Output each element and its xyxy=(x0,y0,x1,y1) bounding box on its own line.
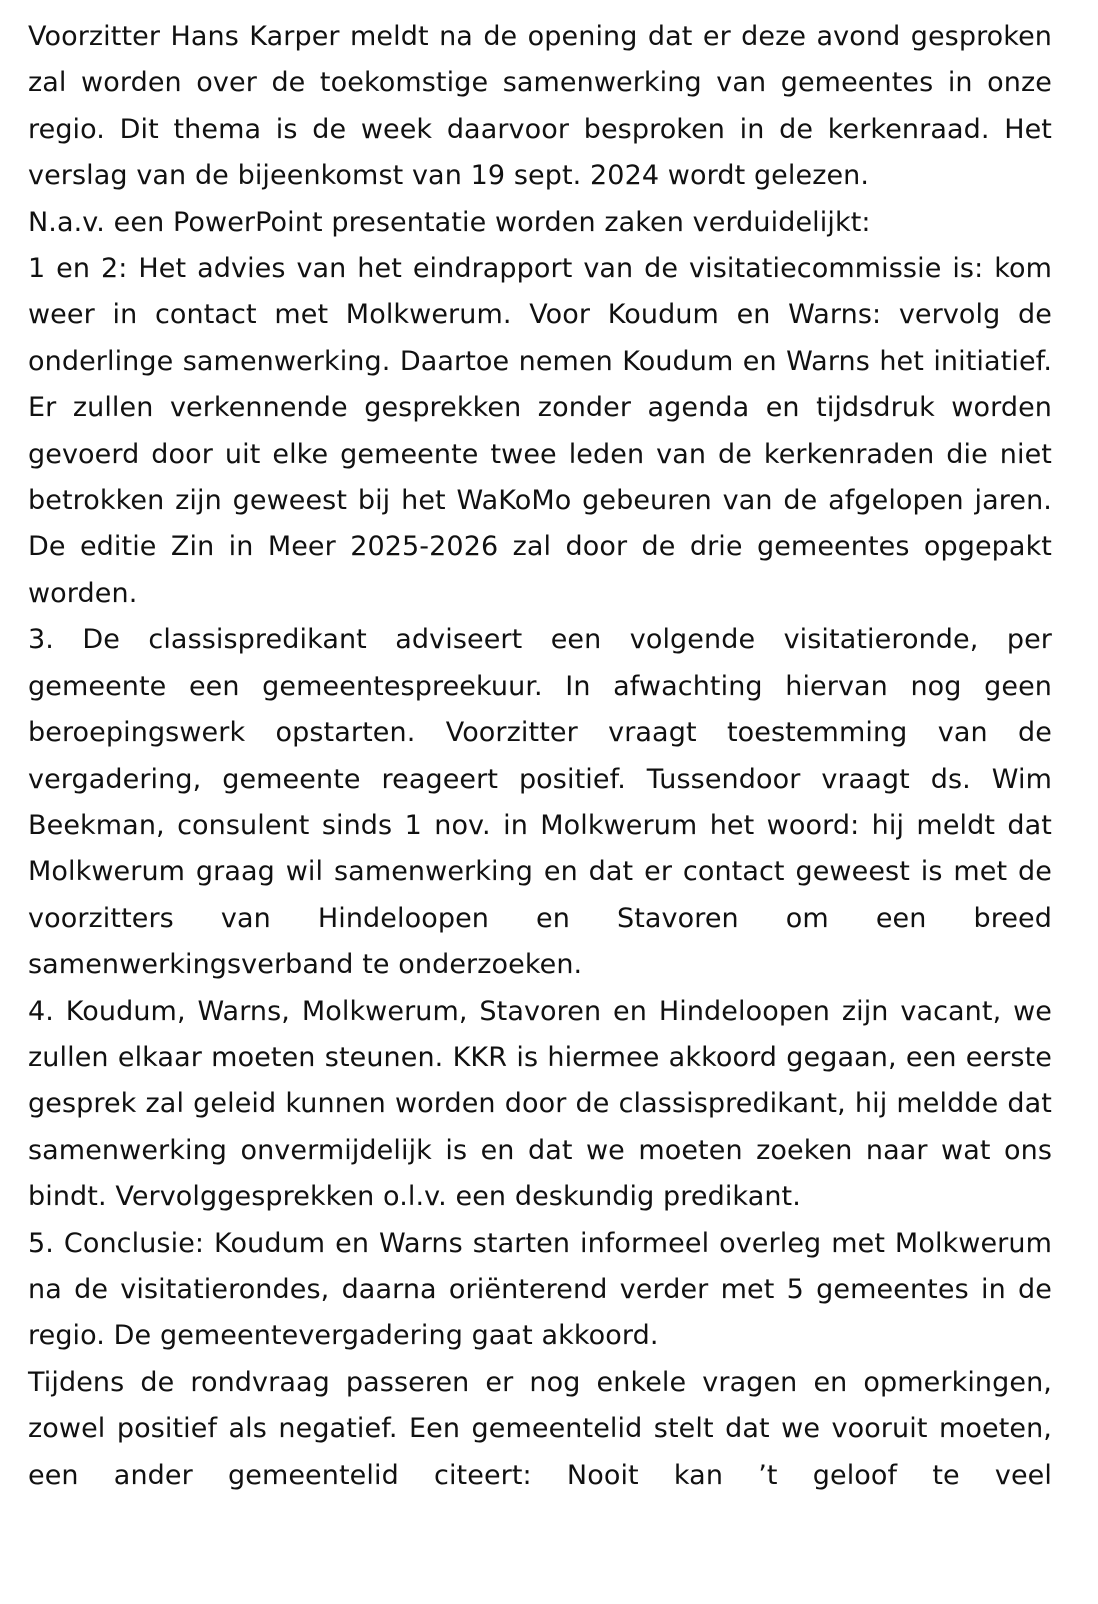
paragraph-powerpoint: N.a.v. een PowerPoint presentatie worden zaken verduidelijkt: xyxy=(28,206,871,238)
paragraph-rondvraag: Tijdens de rondvraag passeren er nog enkele vragen en opmerkingen, zowel positief als negatief. Een gemeentelid stelt dat we vooruit moeten, een ander gemeentelid citeert: Nooit kan ’t geloof te veel xyxy=(28,1366,1052,1491)
paragraph-point-5: 5. Conclusie: Koudum en Warns starten informeel overleg met Molkwerum na de visitatierondes, daarna oriënterend verder met 5 gemeentes in de regio. De gemeentevergadering gaat akkoord. xyxy=(28,1227,1052,1352)
document-page xyxy=(28,14,1052,1499)
paragraph-opening: Voorzitter Hans Karper meldt na de opening dat er deze avond gesproken zal worden over de toekomstige samenwerking van gemeentes in onze regio. Dit thema is de week daarvoor besproken in de kerkenraad. Het verslag van de bijeenkomst van 19 sept. 2024 wordt gelezen. xyxy=(28,21,1052,192)
paragraph-point-1-2: 1 en 2: Het advies van het eindrapport van de visitatiecommissie is: kom weer in contact met Molkwerum. Voor Koudum en Warns: vervolg de onderlinge samenwerking. Daartoe nemen Koudum en Warns het initiatief. Er zullen verkennende gesprekken zonder agenda en tijdsdruk worden gevoerd door uit elke gemeente twee leden van de kerkenraden die niet betrokken zijn geweest bij het WaKoMo gebeuren van de afgelopen jaren. De editie Zin in Meer 2025-2026 zal door de drie gemeentes opgepakt worden. xyxy=(28,253,1052,609)
paragraph-point-4: 4. Koudum, Warns, Molkwerum, Stavoren en Hindeloopen zijn vacant, we zullen elkaar moeten steunen. KKR is hiermee akkoord gegaan, een eerste gesprek zal geleid kunnen worden door de classispredikant, hij meldde dat samenwerking onvermijdelijk is en dat we moeten zoeken naar wat ons bindt. Vervolggesprekken o.l.v. een deskundig predikant. xyxy=(28,995,1052,1213)
paragraph-point-3: 3. De classispredikant adviseert een volgende visitatieronde, per gemeente een gemeentespreekuur. In afwachting hiervan nog geen beroepingswerk opstarten. Voorzitter vraagt toestemming van de vergadering, gemeente reageert positief. Tussendoor vraagt ds. Wim Beekman, consulent sinds 1 nov. in Molkwerum het woord: hij meldt dat Molkwerum graag wil samenwerking en dat er contact geweest is met de voorzitters van Hindeloopen en Stavoren om een breed samenwerkingsverband te onderzoeken. xyxy=(28,624,1052,981)
